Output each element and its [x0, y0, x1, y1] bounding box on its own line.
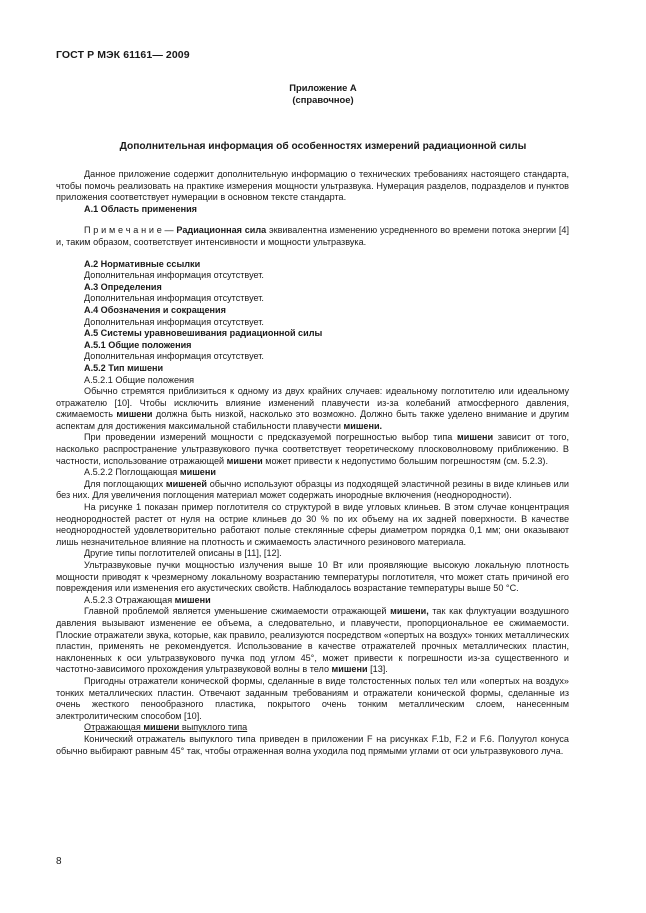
appendix-heading	[0, 82, 646, 106]
section-heading-a523: А.5.2.3 Отражающая мишени	[84, 594, 211, 605]
paragraph-target-choice: При проведении измерений мощности с предсказуемой погрешностью выбор типа мишени зависит от того, насколько распространение ультразвукового пучка соответствует теоретическому плосковолновому приближению. В частности, использование отражающей мишени может привести к недопустимо большим погрешностям (см. 5.2.3).	[56, 432, 569, 466]
paragraph-reflecting: Главной проблемой является уменьшение сжимаемости отражающей мишени, так как флуктуации воздушного давления вызывают изменение ее объема, а следовательно, и плавучести, пропорциональное ее сжимаемости. Плоские отражатели звука, которые, как правило, реализуются посредством «опертых на воздух» тонких металлических пластин, применять не рекомендуется. Использование в качестве отражателей прочных металлических пластин, наклоненных к оси ультразвукового пучка под углом 45°, может привести к погрешности из-за существенного и частотно-зависимого прохождения ультразвуковой волны в тело мишени [13].	[56, 606, 569, 675]
subheading-convex: Отражающая мишени выпуклого типа	[84, 722, 248, 733]
paragraph-figure-1: На рисунке 1 показан пример поглотителя со структурой в виде угловых клиньев. В этом случае концентрация неоднородностей растет от нуля на острие клиньев до 30 % по их объему на их задней поверхности. В качестве неоднородностей удовлетворительно работают полые стеклянные сферы диаметром порядка 0,1 мм; они оказывают лишь незначительное влияние на плотность и сжимаемость эластичного резинового материала.	[56, 502, 569, 547]
paragraph-absorbing: Для поглощающих мишеней обычно используют образцы из подходящей эластичной резины в виде клиньев или без них. Для увеличения поглощения материал может содержать инородные включения (неоднородности).	[56, 478, 569, 501]
appendix-type: (справочное)	[292, 94, 354, 105]
note-term: Радиационная сила	[176, 225, 267, 236]
document-header: ГОСТ Р МЭК 61161— 2009	[56, 49, 190, 61]
paragraph-convex: Конический отражатель выпуклого типа приведен в приложении F на рисунках F.1b, F.2 и F.6. Полуугол конуса обычно выбирают равным 45° так, чтобы отраженная волна уходила под прямыми углами от оси ультразвукового луча.	[56, 733, 569, 756]
section-text-a4: Дополнительная информация отсутствует.	[84, 316, 264, 327]
section-heading-a521: А.5.2.1 Общие положения	[84, 374, 195, 385]
section-heading-a52: А.5.2 Тип мишени	[84, 362, 164, 373]
appendix-title: Дополнительная информация об особенностях измерений радиационной силы	[119, 141, 527, 152]
section-heading-a522: А.5.2.2 Поглощающая мишени	[84, 467, 216, 478]
page-number: 8	[56, 856, 62, 867]
section-heading-a1: А.1 Область применения	[84, 203, 197, 214]
section-heading-a5: А.5 Системы уравновешивания радиационной силы	[84, 328, 323, 339]
note-text: эквивалентна изменению усредненного во времени потока энергии [4] и, таким образом, соответствует интенсивности и мощности ультразвука.	[56, 225, 570, 247]
section-heading-a51: А.5.1 Общие положения	[84, 339, 192, 350]
section-heading-a4: А.4 Обозначения и сокращения	[84, 304, 226, 315]
section-heading-a3: А.3 Определения	[84, 281, 162, 292]
paragraph-other-absorbers: Другие типы поглотителей описаны в [11], [12].	[84, 548, 282, 559]
section-text-a3: Дополнительная информация отсутствует.	[84, 293, 264, 304]
intro-paragraph: Данное приложение содержит дополнительную информацию о технических требованиях настоящего стандарта, чтобы помочь реализовать на практике измерения мощности ультразвука. Нумерация разделов, подразделов и пунктов приложения соответствует нумерации в основном тексте стандарта.	[56, 169, 569, 203]
paragraph-conical: Пригодны отражатели конической формы, сделанные в виде толстостенных полых тел или «опертых на воздух» тонких металлических пластин. Отвечают заданным требованиям и отражатели конической формы, сделанные из очень жесткого пенообразного пластика, покрытого очень тонким металлическим слоем, нанесенным электролитическим способом [10].	[56, 675, 569, 721]
appendix-label: Приложение А	[289, 82, 357, 93]
document-body	[56, 157, 569, 757]
paragraph-high-power: Ультразвуковые пучки мощностью излучения выше 10 Вт или проявляющие высокую локальную плотность мощности приводят к чрезмерному локальному возрастанию температуры поглотителя, что может стать причиной его повреждения или изменения его акустических свойств. Наблюдалось возрастание температуры выше 50 °С.	[56, 560, 569, 594]
note-label: П р и м е ч а н и е —	[84, 225, 174, 236]
section-text-a51: Дополнительная информация отсутствует.	[84, 351, 264, 362]
paragraph-buoyancy: Обычно стремятся приблизиться к одному из двух крайних случаев: идеальному поглотителю или идеальному отражателю [10]. Чтобы исключить влияние изменений плавучести из-за колебаний атмосферного давления, сжимаемость мишени должна быть низкой, насколько это возможно. Должно быть также уделено внимание и другим аспектам для достижения максимальной стабильности плавучести мишени.	[56, 386, 569, 431]
section-text-a2: Дополнительная информация отсутствует.	[84, 270, 264, 281]
note-paragraph	[56, 225, 569, 248]
section-heading-a2: А.2 Нормативные ссылки	[84, 258, 201, 269]
